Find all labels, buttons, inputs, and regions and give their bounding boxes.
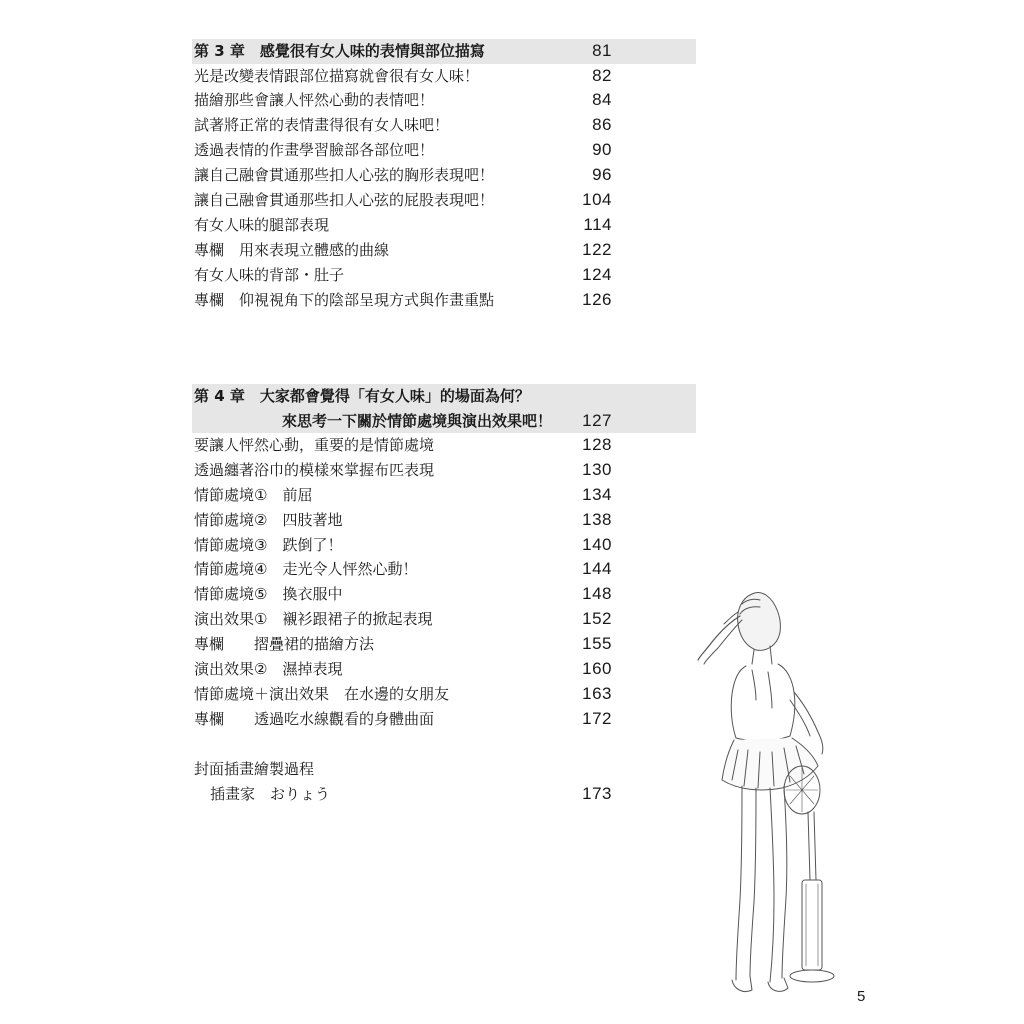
toc-entry	[192, 113, 696, 138]
toc-entry	[192, 163, 696, 188]
toc-entry-page: 126	[582, 289, 612, 309]
toc-entry-title: 演出效果② 濕掉表現	[194, 660, 343, 679]
toc-entry-page: 155	[582, 634, 612, 654]
toc-entry	[192, 458, 696, 483]
toc-chapter-3	[192, 39, 696, 312]
chapter-4-title-line1: 第 4 章 大家都會覺得「有女人味」的場面為何？	[194, 387, 530, 405]
toc-entry-page: 152	[582, 609, 612, 629]
toc-chapter-4	[192, 384, 696, 732]
toc-entry-page: 138	[582, 509, 612, 529]
toc-entry-title: 情節處境⑤ 換衣服中	[194, 585, 343, 604]
toc-entry-title: 情節處境② 四肢著地	[194, 510, 343, 529]
toc-entry-title: 專欄 摺疊裙的描繪方法	[194, 635, 375, 654]
toc-entry	[192, 288, 696, 313]
toc-entry-page: 122	[582, 239, 612, 259]
chapter-3-header	[192, 39, 696, 64]
toc-entry-page: 163	[582, 683, 612, 703]
toc-entry-page: 140	[582, 534, 612, 554]
toc-entry-page: 148	[582, 584, 612, 604]
toc-entry	[192, 557, 696, 582]
toc-entry-title: 透過纏著浴巾的模樣來掌握布匹表現	[194, 460, 435, 479]
toc-entry-page: 172	[582, 708, 612, 728]
toc-entry-title: 專欄 仰視視角下的陰部呈現方式與作畫重點	[194, 290, 495, 309]
toc-entry	[192, 483, 696, 508]
toc-entry-title: 描繪那些會讓人怦然心動的表情吧！	[194, 91, 435, 110]
page-number: 5	[857, 988, 866, 1005]
toc-entry-title: 透過表情的作畫學習臉部各部位吧！	[194, 141, 435, 160]
toc-entry-page: 82	[592, 65, 612, 85]
girl-sketch-illustration	[690, 580, 890, 1010]
toc-entry-title: 專欄 用來表現立體感的曲線	[194, 240, 390, 259]
toc-entry-title: 讓自己融會貫通那些扣人心弦的屁股表現吧！	[194, 190, 495, 209]
toc-entry	[192, 138, 696, 163]
toc-entry-title: 專欄 透過吃水線觀看的身體曲面	[194, 709, 435, 728]
toc-entry	[192, 508, 696, 533]
toc-entry-page: 124	[582, 264, 612, 284]
toc-entry-page: 144	[582, 559, 612, 579]
toc-entry-title: 插畫家 おりょう	[210, 784, 331, 803]
toc-entry	[192, 64, 696, 89]
toc-entry-page: 96	[592, 165, 612, 185]
chapter-3-title: 第 3 章 感覺很有女人味的表情與部位描寫	[194, 42, 485, 60]
toc-entry-title: 情節處境④ 走光令人怦然心動！	[194, 560, 418, 579]
chapter-3-page: 81	[592, 41, 612, 60]
toc-entry-page: 173	[582, 783, 612, 803]
toc-entry-page: 128	[582, 435, 612, 454]
chapter-4-page: 127	[582, 410, 612, 430]
toc-entry-title: 要讓人怦然心動，重要的是情節處境	[194, 436, 435, 454]
toc-entry-page: 84	[592, 90, 612, 110]
toc-entry-title: 情節處境＋演出效果 在水邊的女朋友	[194, 684, 450, 703]
toc-entry	[192, 188, 696, 213]
toc-entry-title: 演出效果① 襯衫跟裙子的掀起表現	[194, 610, 433, 629]
toc-entry-title: 讓自己融會貫通那些扣人心弦的胸形表現吧！	[194, 166, 495, 185]
toc-entry	[192, 757, 696, 782]
toc-entry	[192, 582, 696, 607]
toc-entry-page: 104	[582, 189, 612, 209]
toc-entry-title: 封面插畫繪製過程	[194, 760, 315, 778]
chapter-4-header	[192, 384, 696, 433]
toc-entry	[192, 632, 696, 657]
toc-entry	[192, 238, 696, 263]
toc-entry-page: 90	[592, 140, 612, 160]
toc-entry-page: 160	[582, 659, 612, 679]
toc-entry	[192, 213, 696, 238]
toc-entry-page: 114	[583, 214, 612, 234]
toc-entry	[192, 707, 696, 732]
toc-entry	[192, 657, 696, 682]
chapter-4-title-line2: 來思考一下關於情節處境與演出效果吧！	[282, 411, 553, 430]
toc-entry-title: 情節處境① 前屈	[194, 485, 313, 504]
toc-entry-title: 有女人味的腿部表現	[194, 215, 330, 234]
toc-entry-title: 有女人味的背部・肚子	[194, 265, 345, 284]
toc-entry	[192, 607, 696, 632]
toc-entry-page: 134	[582, 484, 612, 504]
toc-entry	[192, 263, 696, 288]
toc-entry-page: 130	[582, 459, 612, 479]
toc-entry	[192, 533, 696, 558]
toc-entry-title: 試著將正常的表情畫得很有女人味吧！	[194, 116, 450, 135]
toc-entry	[192, 782, 696, 807]
toc-entry	[192, 682, 696, 707]
toc-cover-illustration	[192, 757, 696, 807]
toc-entry-title: 情節處境③ 跌倒了！	[194, 535, 343, 554]
toc-entry	[192, 88, 696, 113]
toc-entry	[192, 433, 696, 458]
toc-entry-page: 86	[592, 115, 612, 135]
toc-entry-title: 光是改變表情跟部位描寫就會很有女人味！	[194, 66, 480, 85]
